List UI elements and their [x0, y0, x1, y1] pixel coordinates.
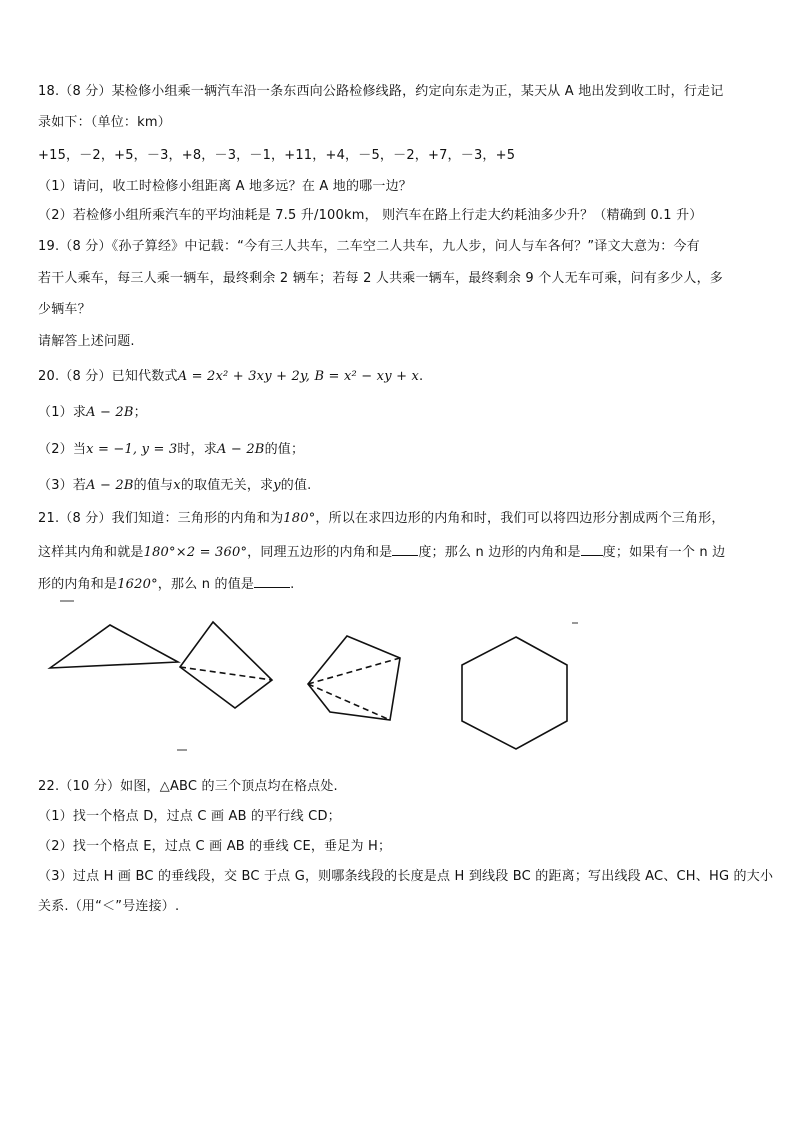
- q20-stem-text: 20.（8 分）已知代数式: [38, 369, 178, 384]
- q21-l1-text: 21.（8 分）我们知道：三角形的内角和为: [38, 511, 284, 526]
- quadrilateral-shape: [180, 622, 272, 708]
- q18-data-values: +15，－2，+5，－3，+8，－3，－1，+11，+4，－5，－2，+7，－3，+5: [38, 148, 516, 163]
- hexagon-shape: [462, 637, 567, 749]
- scan-mark-top-right: [572, 622, 578, 624]
- q20-p2-math-2: A − 2B: [216, 442, 265, 457]
- q18-part-2: （2）若检修小组所乘汽车的平均油耗是 7.5 升/100km， 则汽车在路上行走大约耗油多少升？（精确到 0.1 升）: [38, 208, 703, 223]
- scan-mark-top-left: [60, 600, 74, 602]
- q21-l3-text: 形的内角和是: [38, 577, 118, 592]
- q20-p1-math: A − 2B: [86, 405, 134, 420]
- pentagon-diagonal-1: [308, 658, 400, 684]
- q21-l1-math: 180°: [283, 511, 316, 526]
- q20-p2-end: 的值；: [264, 442, 305, 457]
- q18-part-1: （1）请问，收工时检修小组距离 A 地多远？在 A 地的哪一边？: [38, 179, 412, 194]
- q21-l3-text-2: ，那么 n 的值是: [157, 577, 255, 592]
- q20-p3-text: （3）若: [38, 478, 87, 493]
- q21-l1-text-2: ，所以在求四边形的内角和时，我们可以将四边形分割成两个三角形，: [315, 511, 725, 526]
- q19-line-1: 19.（8 分）《孙子算经》中记载：“今有三人共车，二车空二人共车，九人步，问人与车各何？”译文大意为：今有: [38, 239, 700, 254]
- q22-line-1: 22.（10 分）如图，△ABC 的三个顶点均在格点处.: [38, 779, 338, 794]
- q20-expression: A = 2x² + 3xy + 2y, B = x² − xy + x: [177, 369, 420, 384]
- q22-part-4: 关系.（用“＜”号连接）.: [38, 899, 180, 914]
- q21-l2-text: 这样其内角和就是: [38, 545, 144, 560]
- q20-p3-math-3: y: [273, 478, 281, 493]
- q19-line-2: 若干人乘车，每三人乘一辆车，最终剩余 2 辆车；若每 2 人共乘一辆车，最终剩余 9 个人无车可乘，问有多少人，多: [38, 271, 724, 286]
- q18-line-1: 18.（8 分）某检修小组乘一辆汽车沿一条东西向公路检修线路，约定向东走为正，某天从 A 地出发到收工时，行走记: [38, 84, 724, 99]
- q20-p3-end: 的值.: [280, 478, 312, 493]
- q21-l2-text-3: 度；那么 n 边形的内角和是: [418, 545, 581, 560]
- q20-p3-math: A − 2B: [86, 478, 134, 493]
- triangle-shape: [50, 625, 178, 668]
- q21-l3-math: 1620°: [117, 577, 158, 592]
- q21-l2-text-2: ，同理五边形的内角和是: [247, 545, 393, 560]
- q22-part-1: （1）找一个格点 D，过点 C 画 AB 的平行线 CD；: [38, 809, 341, 824]
- q20-p3-text-2: 的值与: [133, 478, 174, 493]
- q20-p2-math: x = −1, y = 3: [86, 442, 178, 457]
- q20-p3-math-2: x: [173, 478, 181, 493]
- q21-l3-end: .: [290, 577, 295, 592]
- q20-p3-text-3: 的取值无关，求: [180, 478, 274, 493]
- q20-p2-text: （2）当: [38, 442, 87, 457]
- q20-stem-end: .: [419, 369, 424, 384]
- q21-l2-math: 180°×2 = 360°: [143, 545, 248, 560]
- q19-line-4: 请解答上述问题.: [38, 334, 135, 349]
- q20-p2-text-2: 时，求: [177, 442, 217, 457]
- q20-p1-text: （1）求: [38, 405, 87, 420]
- q22-part-3: （3）过点 H 画 BC 的垂线段，交 BC 于点 G，则哪条线段的长度是点 H 到线段 BC 的距离；写出线段 AC、CH、HG 的大小: [38, 869, 774, 884]
- q22-part-2: （2）找一个格点 E，过点 C 画 AB 的垂线 CE，垂足为 H；: [38, 839, 392, 854]
- q18-line-2: 录如下：（单位：km）: [38, 115, 171, 130]
- q21-l2-text-4: 度；如果有一个 n 边: [602, 545, 726, 560]
- pentagon-shape: [308, 636, 400, 720]
- scan-mark-bottom: [177, 749, 187, 751]
- q20-p1-end: ；: [133, 405, 147, 420]
- q19-line-3: 少辆车？: [38, 302, 91, 317]
